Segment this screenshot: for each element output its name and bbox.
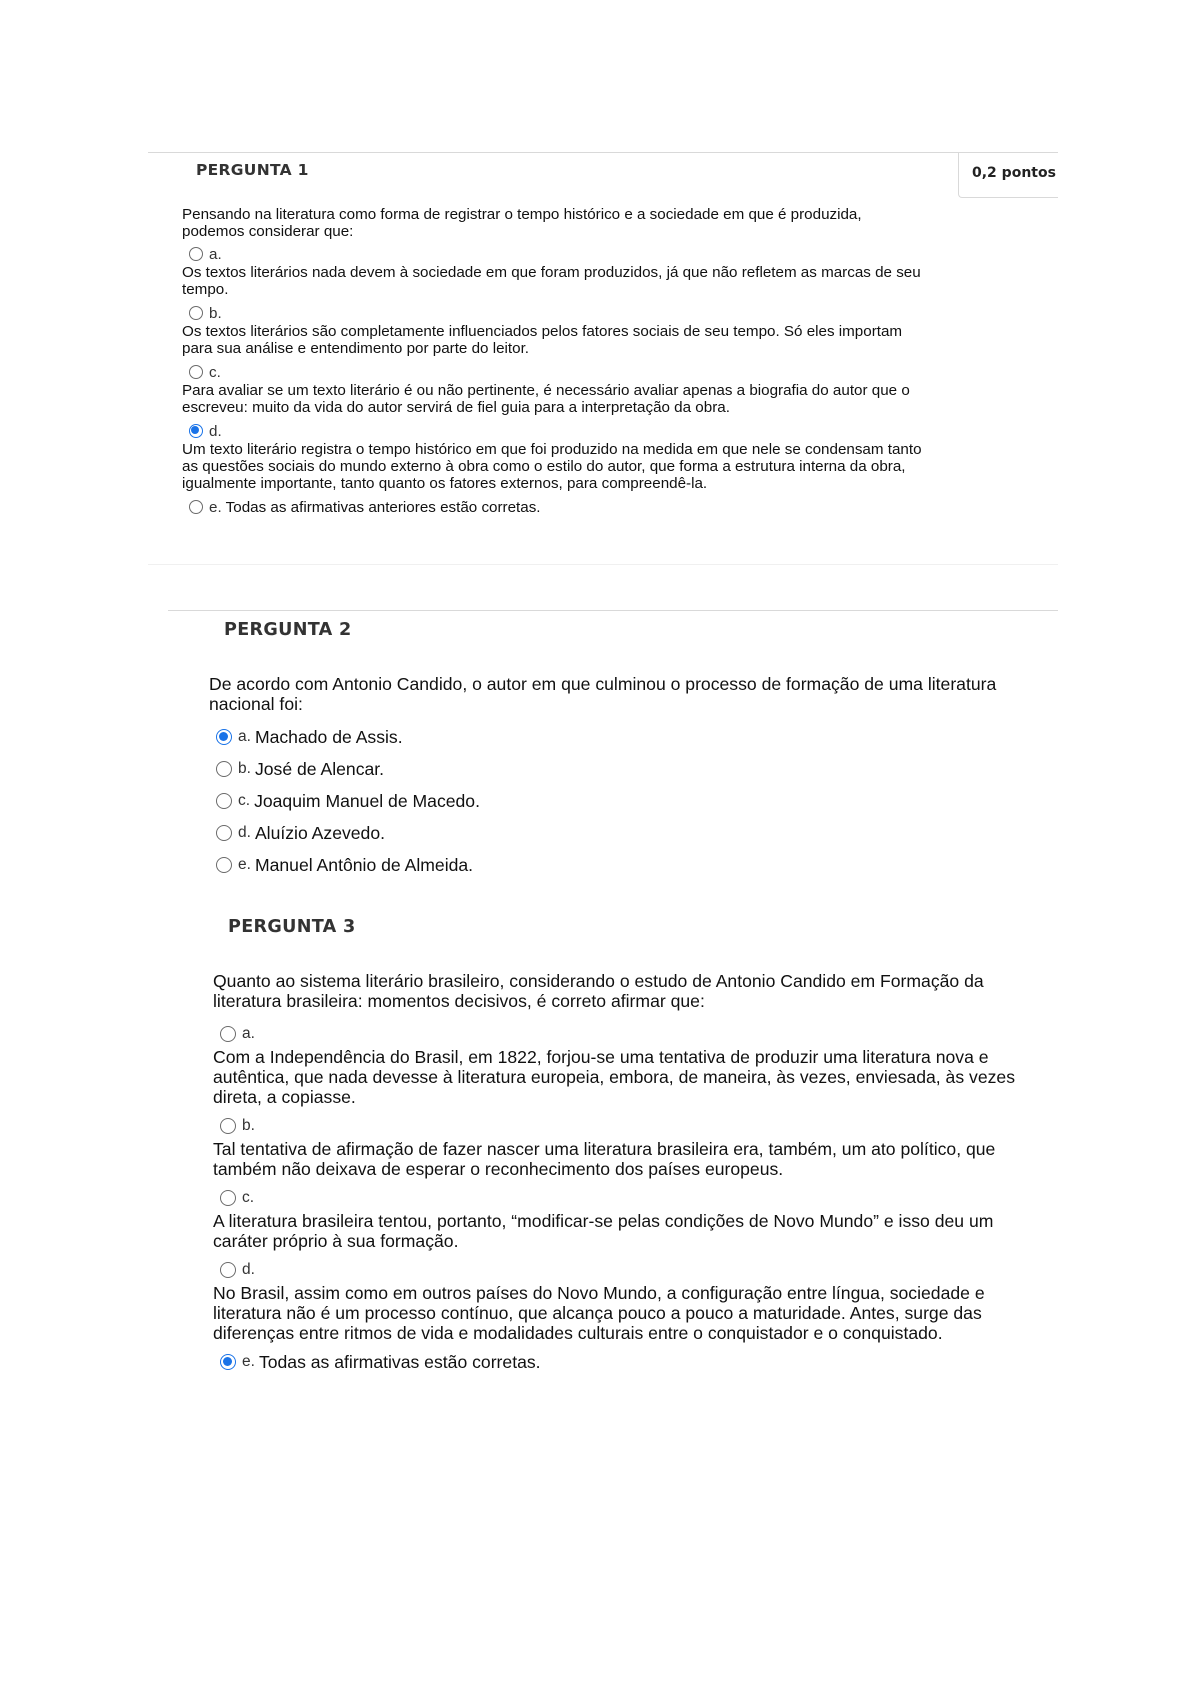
- question-1-option-d[interactable]: [182, 422, 922, 492]
- option-text: Os textos literários são completamente influenciados pelos fatores sociais de seu tempo. Só eles importam para sua análise e entendimento por parte do leitor.: [182, 323, 903, 357]
- question-1-option-b[interactable]: [182, 304, 922, 357]
- question-2-option-e[interactable]: [209, 854, 1029, 876]
- option-letter: e.: [209, 498, 222, 516]
- question-1-option-c[interactable]: [182, 363, 922, 416]
- option-text: Machado de Assis.: [254, 727, 403, 747]
- option-text: José de Alencar.: [254, 759, 385, 779]
- question-2-option-b[interactable]: [209, 758, 1029, 780]
- option-letter: e.: [238, 856, 251, 873]
- option-text: Um texto literário registra o tempo histórico em que foi produzido na medida em que nele se condensam tanto as questões sociais do mundo externo à obra como o estilo do autor, que forma a estrutura interna da obra, igualmente importante, tanto quanto os fatores externos, para compreendê-la.: [182, 441, 922, 492]
- option-letter: e.: [242, 1353, 255, 1370]
- question-3-text: Quanto ao sistema literário brasileiro, considerando o estudo de Antonio Candido em Formação da literatura brasileira: momentos decisivos, é correto afirmar que:: [213, 971, 984, 1011]
- option-letter: d.: [242, 1261, 255, 1278]
- question-1-text: Pensando na literatura como forma de registrar o tempo histórico e a sociedade em que é produzida, podemos considerar que:: [182, 206, 862, 240]
- question-1-option-e[interactable]: [182, 498, 922, 516]
- radio-checked-icon[interactable]: [189, 424, 203, 438]
- question-1-top-divider: [148, 152, 1058, 153]
- option-letter: d.: [238, 824, 251, 841]
- option-text: Com a Independência do Brasil, em 1822, forjou-se uma tentativa de produzir uma literatura nova e autêntica, que nada devesse à literatura europeia, embora, de maneira, às vezes, enviesada, às vezes direta, a copiasse.: [213, 1047, 1015, 1107]
- option-text: Todas as afirmativas estão corretas.: [258, 1352, 541, 1372]
- radio-unchecked-icon[interactable]: [189, 306, 203, 320]
- option-text: Aluízio Azevedo.: [254, 823, 386, 843]
- radio-unchecked-icon[interactable]: [216, 793, 232, 809]
- option-letter: a.: [242, 1025, 255, 1042]
- option-letter: a.: [238, 728, 251, 745]
- question-2-option-a[interactable]: [209, 726, 1029, 748]
- option-letter: d.: [209, 422, 222, 440]
- option-letter: c.: [242, 1189, 255, 1206]
- question-3-option-c[interactable]: [213, 1187, 1033, 1251]
- question-3-option-d[interactable]: [213, 1259, 1033, 1343]
- radio-unchecked-icon[interactable]: [216, 857, 232, 873]
- radio-unchecked-icon[interactable]: [189, 500, 203, 514]
- option-text: Todas as afirmativas anteriores estão corretas.: [225, 498, 541, 516]
- question-3-option-a[interactable]: [213, 1023, 1033, 1107]
- radio-unchecked-icon[interactable]: [189, 247, 203, 261]
- option-letter: b.: [242, 1117, 255, 1134]
- question-3-heading: PERGUNTA 3: [228, 917, 356, 937]
- radio-unchecked-icon[interactable]: [220, 1262, 236, 1278]
- option-letter: c.: [238, 792, 251, 809]
- question-1-heading: PERGUNTA 1: [196, 161, 309, 179]
- radio-unchecked-icon[interactable]: [220, 1026, 236, 1042]
- radio-checked-icon[interactable]: [220, 1354, 236, 1370]
- radio-unchecked-icon[interactable]: [189, 365, 203, 379]
- question-3-option-b[interactable]: [213, 1115, 1033, 1179]
- question-2-top-divider: [168, 610, 1058, 611]
- radio-unchecked-icon[interactable]: [216, 825, 232, 841]
- option-letter: a.: [209, 245, 222, 263]
- radio-unchecked-icon[interactable]: [220, 1118, 236, 1134]
- question-2-body: [209, 674, 1029, 886]
- option-letter: b.: [238, 760, 251, 777]
- question-2-text: De acordo com Antonio Candido, o autor em que culminou o processo de formação de uma literatura nacional foi:: [209, 674, 997, 714]
- question-2-option-d[interactable]: [209, 822, 1029, 844]
- radio-unchecked-icon[interactable]: [216, 761, 232, 777]
- radio-unchecked-icon[interactable]: [220, 1190, 236, 1206]
- question-2-heading: PERGUNTA 2: [224, 620, 352, 640]
- question-1-points: 0,2 pontos: [958, 152, 1058, 198]
- option-text: Tal tentativa de afirmação de fazer nascer uma literatura brasileira era, também, um ato político, que também não deixava de esperar o reconhecimento dos países europeus.: [213, 1139, 996, 1179]
- option-text: No Brasil, assim como em outros países do Novo Mundo, a configuração entre língua, sociedade e literatura não é um processo contínuo, que alcança pouco a pouco a maturidade. Antes, surge das diferenças entre ritmos de vida e modalidades culturais entre o conquistador e o conquistado.: [213, 1283, 985, 1343]
- question-2-option-c[interactable]: [209, 790, 1029, 812]
- option-text: Para avaliar se um texto literário é ou não pertinente, é necessário avaliar apenas a biografia do autor que o escreveu: muito da vida do autor servirá de fiel guia para a interpretação da obra.: [182, 382, 910, 416]
- option-text: Manuel Antônio de Almeida.: [254, 855, 474, 875]
- question-1-body: [182, 206, 922, 522]
- question-3-body: [213, 971, 1033, 1381]
- option-text: Os textos literários nada devem à sociedade em que foram produzidos, já que não refletem as marcas de seu tempo.: [182, 264, 921, 298]
- radio-checked-icon[interactable]: [216, 729, 232, 745]
- question-1-option-a[interactable]: [182, 245, 922, 298]
- option-letter: c.: [209, 363, 221, 381]
- option-letter: b.: [209, 304, 222, 322]
- option-text: Joaquim Manuel de Macedo.: [254, 791, 480, 811]
- question-3-option-e[interactable]: [213, 1351, 1033, 1373]
- question-1-bottom-divider: [148, 564, 1058, 565]
- option-text: A literatura brasileira tentou, portanto, “modificar-se pelas condições de Novo Mundo” e isso deu um caráter próprio à sua formação.: [213, 1211, 994, 1251]
